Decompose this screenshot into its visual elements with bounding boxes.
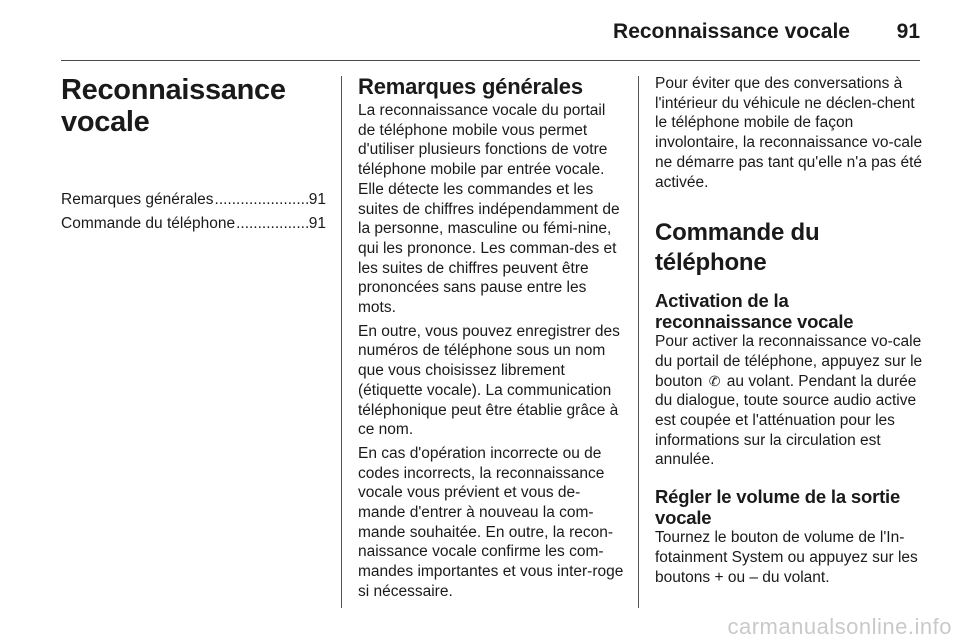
section-heading-commande: Commande du téléphone: [655, 219, 820, 277]
page-number: 91: [896, 20, 920, 43]
running-title: Reconnaissance vocale: [613, 20, 850, 43]
column-3: [655, 74, 927, 591]
phone-voice-icon: ✆: [708, 372, 721, 389]
activation-text-after: au volant. Pendant la durée du dialogue, toute source audio active est coupée et l'atténuation pour les informations sur la circulation est annulée.: [655, 372, 917, 469]
header-rule: [61, 60, 920, 61]
paragraph-activation: [655, 332, 927, 470]
column-2: [358, 74, 626, 606]
chapter-title-line1: Reconnaissance: [61, 74, 286, 106]
toc-leader-dots: [215, 188, 308, 212]
paragraph: En cas d'opération incorrecte ou de codes incorrects, la reconnaissance vocale vous prévient et vous de-mande d'entrer à nouveau la com-mande souhaitée. En outre, la recon-naissance vocale confirme les com-mandes importantes et vous inter-roge si nécessaire.: [358, 444, 624, 600]
column-1: [61, 74, 326, 236]
toc-entry-commande[interactable]: [61, 212, 326, 236]
activation-text-before: Pour activer la reconnaissance vo-cale du portail de téléphone, appuyez sur le bouton: [655, 333, 923, 390]
section-heading-remarques: Remarques générales: [358, 74, 583, 99]
paragraph: En outre, vous pouvez enregistrer des numéros de téléphone sous un nom que vous choisissez librement (étiquette vocale). La communication téléphonique peut être établie grâce à ce nom.: [358, 322, 620, 439]
paragraph-intro: Pour éviter que des conversations à l'intérieur du véhicule ne déclen-chent le téléphone mobile de façon involontaire, la reconnaissance vo-cale ne démarre pas tant qu'elle n'a pas été activée.: [655, 75, 923, 191]
toc-entry-label[interactable]: Remarques générales: [61, 191, 214, 208]
chapter-title-line2: vocale: [61, 106, 150, 138]
toc-entry-page[interactable]: 91: [308, 191, 326, 208]
subheading-activation: Activation de la reconnaissance vocale: [655, 290, 854, 333]
column-divider-1: [341, 76, 342, 608]
toc-entry-page[interactable]: 91: [308, 215, 326, 232]
toc-entry-label[interactable]: Commande du téléphone: [61, 215, 236, 232]
column-divider-2: [638, 76, 639, 608]
paragraph-volume: Tournez le bouton de volume de l'In-fotainment System ou appuyez sur les boutons + ou – du volant.: [655, 529, 918, 586]
chapter-title: [61, 74, 326, 138]
toc-leader-dots: [236, 212, 308, 236]
watermark: carmanualsonline.info: [727, 614, 952, 639]
subheading-volume: Régler le volume de la sortie vocale: [655, 486, 901, 529]
page-header: [61, 16, 920, 46]
toc-entry-remarques[interactable]: [61, 188, 326, 212]
paragraph: La reconnaissance vocale du portail de téléphone mobile vous permet d'utiliser plusieurs fonctions de votre téléphone mobile par entrée vocale. Elle détecte les commandes et les suites de chiffres indépendamment de la personne, masculine ou fémi-nine, qui les prononce. Les comman-des et les suites de chiffres peuvent être prononcées sans pause entre les mots.: [358, 102, 620, 317]
table-of-contents: [61, 188, 326, 236]
